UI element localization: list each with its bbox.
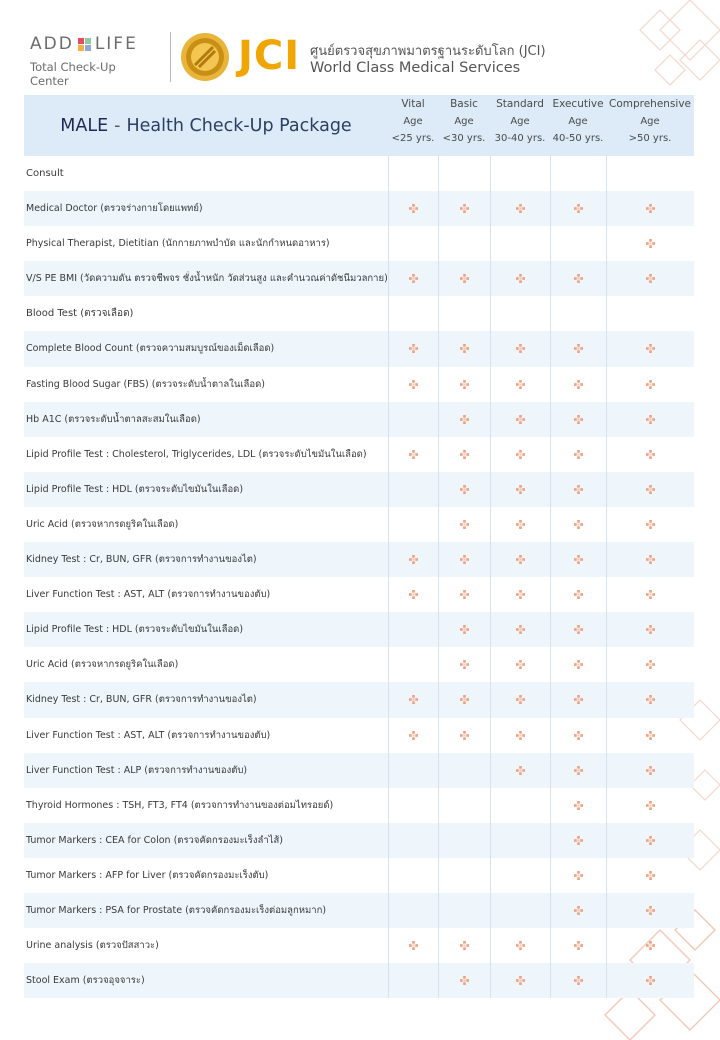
logo-subtitle: Total Check-Up Center	[30, 60, 116, 88]
test-label: Lipid Profile Test : HDL (ตรวจระดับไขมันในเลือด)	[26, 624, 244, 636]
table-row	[24, 226, 694, 261]
package-header-standard	[490, 95, 550, 156]
diamond-check-icon	[460, 976, 469, 985]
package-age-range: <25 yrs.	[391, 133, 435, 144]
diamond-check-icon	[574, 906, 583, 915]
test-label: Stool Exam (ตรวจอุจจาระ)	[26, 975, 145, 987]
diamond-check-icon	[516, 695, 525, 704]
package-table	[24, 95, 694, 998]
diamond-check-icon	[646, 204, 655, 213]
diamond-check-icon	[646, 976, 655, 985]
diamond-check-icon	[646, 485, 655, 494]
section-row	[24, 296, 694, 331]
package-name: Standard	[496, 98, 544, 110]
diamond-check-icon	[574, 731, 583, 740]
table-header	[24, 95, 694, 156]
table-row	[24, 191, 694, 226]
logo-text-right: LIFE	[94, 34, 138, 54]
test-label: Lipid Profile Test : HDL (ตรวจระดับไขมันในเลือด)	[26, 483, 244, 495]
test-label: Fasting Blood Sugar (FBS) (ตรวจระดับน้ำตาลในเลือด)	[26, 378, 265, 390]
test-label: Uric Acid (ตรวจหากรดยูริคในเลือด)	[26, 659, 179, 671]
diamond-check-icon	[460, 695, 469, 704]
diamond-check-icon	[516, 415, 525, 424]
diamond-check-icon	[574, 766, 583, 775]
table-row	[24, 718, 694, 753]
diamond-check-icon	[460, 204, 469, 213]
package-age-label: Age	[568, 116, 588, 127]
diamond-check-icon	[516, 976, 525, 985]
diamond-check-icon	[574, 415, 583, 424]
diamond-check-icon	[646, 801, 655, 810]
test-label: Uric Acid (ตรวจหากรดยูริคในเลือด)	[26, 518, 179, 530]
jci-english-tagline: World Class Medical Services	[310, 60, 521, 76]
diamond-check-icon	[409, 731, 418, 740]
diamond-check-icon	[409, 450, 418, 459]
diamond-check-icon	[646, 344, 655, 353]
test-label: V/S PE BMI (วัดความดัน ตรวจชีพจร ชั่งน้ำหนัก วัดส่วนสูง และคำนวณค่าดัชนีมวลกาย)	[26, 273, 388, 285]
table-row	[24, 893, 694, 928]
diamond-check-icon	[646, 871, 655, 880]
diamond-check-icon	[574, 836, 583, 845]
table-row	[24, 612, 694, 647]
package-age-label: Age	[640, 116, 660, 127]
test-label: Kidney Test : Cr, BUN, GFR (ตรวจการทำงานของไต)	[26, 554, 257, 566]
diamond-check-icon	[646, 836, 655, 845]
diamond-check-icon	[516, 731, 525, 740]
test-label: Physical Therapist, Dietitian (นักกายภาพบำบัด และนักกำหนดอาหาร)	[26, 238, 330, 250]
test-label: Kidney Test : Cr, BUN, GFR (ตรวจการทำงานของไต)	[26, 694, 257, 706]
test-label: Liver Function Test : AST, ALT (ตรวจการทำงานของตับ)	[26, 729, 271, 741]
diamond-check-icon	[646, 731, 655, 740]
package-age-label: Age	[454, 116, 474, 127]
diamond-check-icon	[646, 415, 655, 424]
diamond-check-icon	[516, 941, 525, 950]
diamond-check-icon	[574, 941, 583, 950]
diamond-check-icon	[646, 625, 655, 634]
diamond-check-icon	[516, 450, 525, 459]
test-label: Complete Blood Count (ตรวจความสมบูรณ์ของเม็ดเลือด)	[26, 343, 275, 355]
test-label: Liver Function Test : ALP (ตรวจการทำงานของตับ)	[26, 764, 248, 776]
diamond-check-icon	[460, 731, 469, 740]
package-name: Vital	[401, 98, 425, 110]
diamond-check-icon	[460, 344, 469, 353]
diamond-check-icon	[574, 555, 583, 564]
package-header-basic	[438, 95, 490, 156]
table-row	[24, 261, 694, 296]
diamond-check-icon	[646, 766, 655, 775]
package-age-range: <30 yrs.	[442, 133, 486, 144]
addlife-logo	[30, 34, 158, 88]
diamond-check-icon	[516, 555, 525, 564]
test-label: Urine analysis (ตรวจปัสสาวะ)	[26, 940, 159, 952]
diamond-check-icon	[516, 766, 525, 775]
table-row	[24, 928, 694, 963]
table-row	[24, 858, 694, 893]
table-row	[24, 577, 694, 612]
table-row	[24, 823, 694, 858]
diamond-check-icon	[409, 695, 418, 704]
diamond-check-icon	[574, 625, 583, 634]
package-header-executive	[550, 95, 606, 156]
table-title: MALE - Health Check-Up Package	[60, 115, 352, 136]
test-label: Medical Doctor (ตรวจร่างกายโดยแพทย์)	[26, 203, 203, 215]
diamond-check-icon	[646, 695, 655, 704]
diamond-check-icon	[460, 660, 469, 669]
jci-wordmark: JCI	[238, 33, 301, 79]
package-age-range: 40-50 yrs.	[552, 133, 604, 144]
header-divider	[170, 32, 171, 82]
diamond-check-icon	[460, 520, 469, 529]
diamond-check-icon	[516, 380, 525, 389]
diamond-check-icon	[460, 625, 469, 634]
table-row	[24, 788, 694, 823]
table-row	[24, 647, 694, 682]
table-row	[24, 963, 694, 998]
diamond-check-icon	[646, 906, 655, 915]
package-name: Comprehensive	[608, 98, 692, 110]
diamond-check-icon	[409, 941, 418, 950]
section-row	[24, 156, 694, 191]
table-row	[24, 507, 694, 542]
diamond-check-icon	[646, 274, 655, 283]
diamond-check-icon	[460, 555, 469, 564]
table-row	[24, 331, 694, 366]
package-name: Basic	[450, 98, 478, 110]
diamond-check-icon	[574, 976, 583, 985]
diamond-check-icon	[460, 450, 469, 459]
table-row	[24, 437, 694, 472]
diamond-check-icon	[574, 590, 583, 599]
test-label: Thyroid Hormones : TSH, FT3, FT4 (ตรวจการทำงานของต่อมไทรอยด์)	[26, 799, 334, 811]
test-label: Tumor Markers : CEA for Colon (ตรวจคัดกรองมะเร็งลำไส้)	[26, 834, 283, 846]
logo-text-left: ADD	[30, 34, 74, 54]
diamond-check-icon	[409, 555, 418, 564]
diamond-check-icon	[574, 204, 583, 213]
diamond-check-icon	[646, 520, 655, 529]
diamond-check-icon	[409, 344, 418, 353]
table-row	[24, 402, 694, 437]
diamond-check-icon	[516, 625, 525, 634]
diamond-check-icon	[574, 274, 583, 283]
diamond-check-icon	[574, 871, 583, 880]
diamond-check-icon	[516, 204, 525, 213]
diamond-check-icon	[516, 660, 525, 669]
diamond-check-icon	[516, 485, 525, 494]
diamond-check-icon	[516, 274, 525, 283]
section-label: Blood Test (ตรวจเลือด)	[26, 308, 134, 320]
diamond-check-icon	[409, 204, 418, 213]
diamond-check-icon	[409, 590, 418, 599]
diamond-check-icon	[460, 590, 469, 599]
diamond-check-icon	[646, 555, 655, 564]
diamond-check-icon	[460, 415, 469, 424]
diamond-check-icon	[460, 485, 469, 494]
package-age-label: Age	[403, 116, 423, 127]
package-age-range: >50 yrs.	[628, 133, 672, 144]
diamond-check-icon	[646, 660, 655, 669]
header	[0, 0, 720, 95]
title-text: Health Check-Up Package	[126, 115, 352, 136]
table-body	[24, 156, 694, 998]
diamond-check-icon	[574, 801, 583, 810]
test-label: Liver Function Test : AST, ALT (ตรวจการทำงานของตับ)	[26, 589, 271, 601]
diamond-check-icon	[646, 380, 655, 389]
diamond-check-icon	[646, 590, 655, 599]
diamond-check-icon	[574, 660, 583, 669]
diamond-check-icon	[516, 590, 525, 599]
package-age-label: Age	[510, 116, 530, 127]
table-row	[24, 753, 694, 788]
diamond-check-icon	[574, 380, 583, 389]
test-label: Tumor Markers : PSA for Prostate (ตรวจคัดกรองมะเร็งต่อมลูกหมาก)	[26, 904, 327, 916]
diamond-check-icon	[516, 520, 525, 529]
diamond-check-icon	[646, 941, 655, 950]
table-row	[24, 542, 694, 577]
package-age-range: 30-40 yrs.	[494, 133, 546, 144]
diamond-check-icon	[460, 274, 469, 283]
diamond-check-icon	[409, 274, 418, 283]
package-name: Executive	[552, 98, 604, 110]
diamond-check-icon	[460, 941, 469, 950]
jci-thai-tagline: ศูนย์ตรวจสุขภาพมาตรฐานระดับโลก (JCI)	[310, 44, 546, 59]
diamond-check-icon	[409, 380, 418, 389]
package-header-comprehensive	[606, 95, 694, 156]
logo-plus-icon	[78, 38, 91, 51]
diamond-check-icon	[574, 695, 583, 704]
title-gender: MALE	[60, 115, 109, 136]
section-label: Consult	[26, 168, 64, 179]
jci-seal-icon	[180, 32, 230, 82]
diamond-check-icon	[646, 239, 655, 248]
table-row	[24, 367, 694, 402]
diamond-check-icon	[516, 344, 525, 353]
test-label: Tumor Markers : AFP for Liver (ตรวจคัดกรองมะเร็งตับ)	[26, 869, 269, 881]
table-row	[24, 682, 694, 717]
test-label: Lipid Profile Test : Cholesterol, Triglycerides, LDL (ตรวจระดับไขมันในเลือด)	[26, 448, 367, 460]
diamond-check-icon	[574, 485, 583, 494]
test-label: Hb A1C (ตรวจระดับน้ำตาลสะสมในเลือด)	[26, 413, 201, 425]
table-row	[24, 472, 694, 507]
diamond-check-icon	[574, 344, 583, 353]
diamond-check-icon	[460, 380, 469, 389]
diamond-check-icon	[574, 450, 583, 459]
package-header-vital	[388, 95, 438, 156]
diamond-check-icon	[646, 450, 655, 459]
diamond-check-icon	[574, 520, 583, 529]
